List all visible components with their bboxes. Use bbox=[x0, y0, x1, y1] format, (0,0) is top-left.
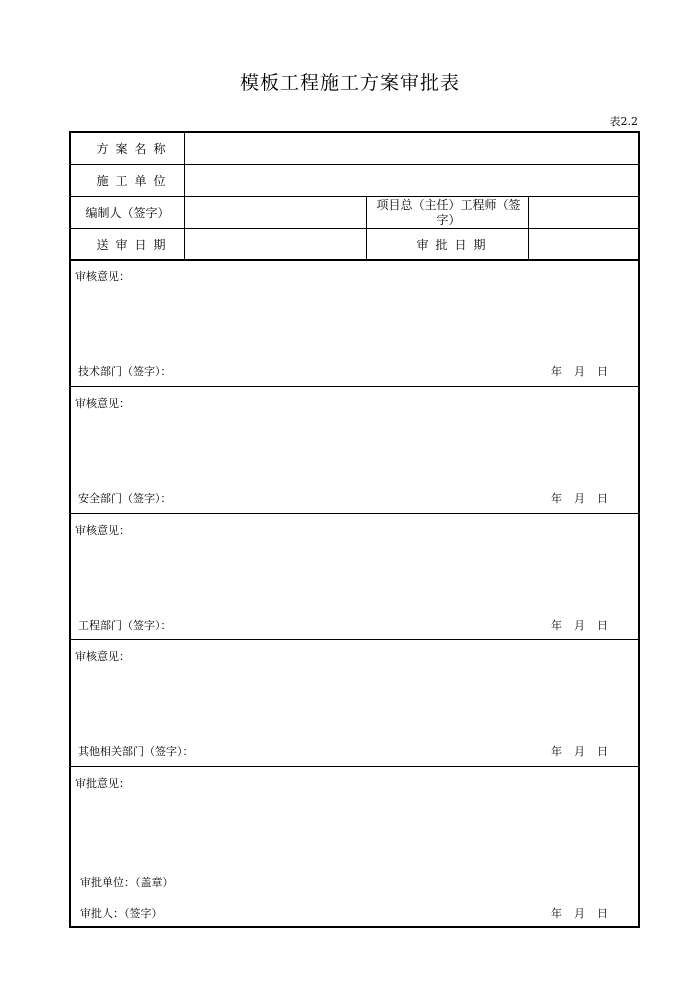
form-number: 表2.2 bbox=[609, 115, 638, 128]
month-label: 月 bbox=[574, 907, 585, 920]
review-section-engineering[interactable] bbox=[71, 514, 638, 640]
review-section-safety[interactable] bbox=[71, 387, 638, 513]
approve-date-field[interactable] bbox=[529, 229, 640, 259]
construction-unit-field[interactable] bbox=[185, 165, 640, 196]
submit-date-label: 送审日期 bbox=[96, 237, 173, 252]
approval-section-final[interactable] bbox=[71, 767, 638, 926]
review-section-technical[interactable] bbox=[71, 260, 638, 386]
safety-dept-sign-label: 安全部门（签字）： bbox=[78, 492, 172, 505]
approver-label: 审批人：（签字） bbox=[80, 907, 163, 920]
day-label: 日 bbox=[597, 492, 608, 505]
date-line bbox=[551, 363, 608, 379]
compiler-signature-field[interactable] bbox=[185, 197, 366, 228]
month-label: 月 bbox=[574, 745, 585, 758]
year-label: 年 bbox=[551, 492, 562, 505]
year-label: 年 bbox=[551, 907, 562, 920]
date-line bbox=[551, 905, 608, 921]
chief-engineer-label: 项目总（主任）工程师（签字） bbox=[376, 197, 521, 227]
month-label: 月 bbox=[574, 619, 585, 632]
scheme-name-field[interactable] bbox=[185, 133, 640, 164]
month-label: 月 bbox=[574, 492, 585, 505]
month-label: 月 bbox=[574, 365, 585, 378]
page-title: 模板工程施工方案审批表 bbox=[239, 72, 460, 94]
day-label: 日 bbox=[597, 907, 608, 920]
chief-engineer-signature-field[interactable] bbox=[529, 197, 640, 228]
date-line bbox=[551, 490, 608, 506]
date-line bbox=[551, 743, 608, 759]
review-opinion-label: 审核意见： bbox=[75, 524, 130, 537]
day-label: 日 bbox=[597, 365, 608, 378]
year-label: 年 bbox=[551, 619, 562, 632]
date-line bbox=[551, 617, 608, 633]
approval-opinion-label: 审批意见： bbox=[75, 777, 130, 790]
submit-date-field[interactable] bbox=[185, 229, 366, 259]
other-dept-sign-label: 其他相关部门（签字）： bbox=[78, 745, 194, 758]
day-label: 日 bbox=[597, 745, 608, 758]
day-label: 日 bbox=[597, 619, 608, 632]
year-label: 年 bbox=[551, 745, 562, 758]
review-section-other[interactable] bbox=[71, 640, 638, 766]
approval-unit-label: 审批单位：（盖章） bbox=[80, 876, 174, 889]
compiler-label: 编制人（签字） bbox=[85, 206, 170, 220]
review-opinion-label: 审核意见： bbox=[75, 270, 130, 283]
engineering-dept-sign-label: 工程部门（签字）： bbox=[78, 619, 172, 632]
technical-dept-sign-label: 技术部门（签字）： bbox=[78, 365, 172, 378]
review-opinion-label: 审核意见： bbox=[75, 650, 130, 663]
review-opinion-label: 审核意见： bbox=[75, 397, 130, 410]
approve-date-label: 审批日期 bbox=[416, 237, 493, 252]
approval-form bbox=[69, 131, 640, 928]
scheme-name-label: 方案名称 bbox=[96, 142, 173, 156]
construction-unit-label: 施工单位 bbox=[96, 174, 173, 188]
year-label: 年 bbox=[551, 365, 562, 378]
